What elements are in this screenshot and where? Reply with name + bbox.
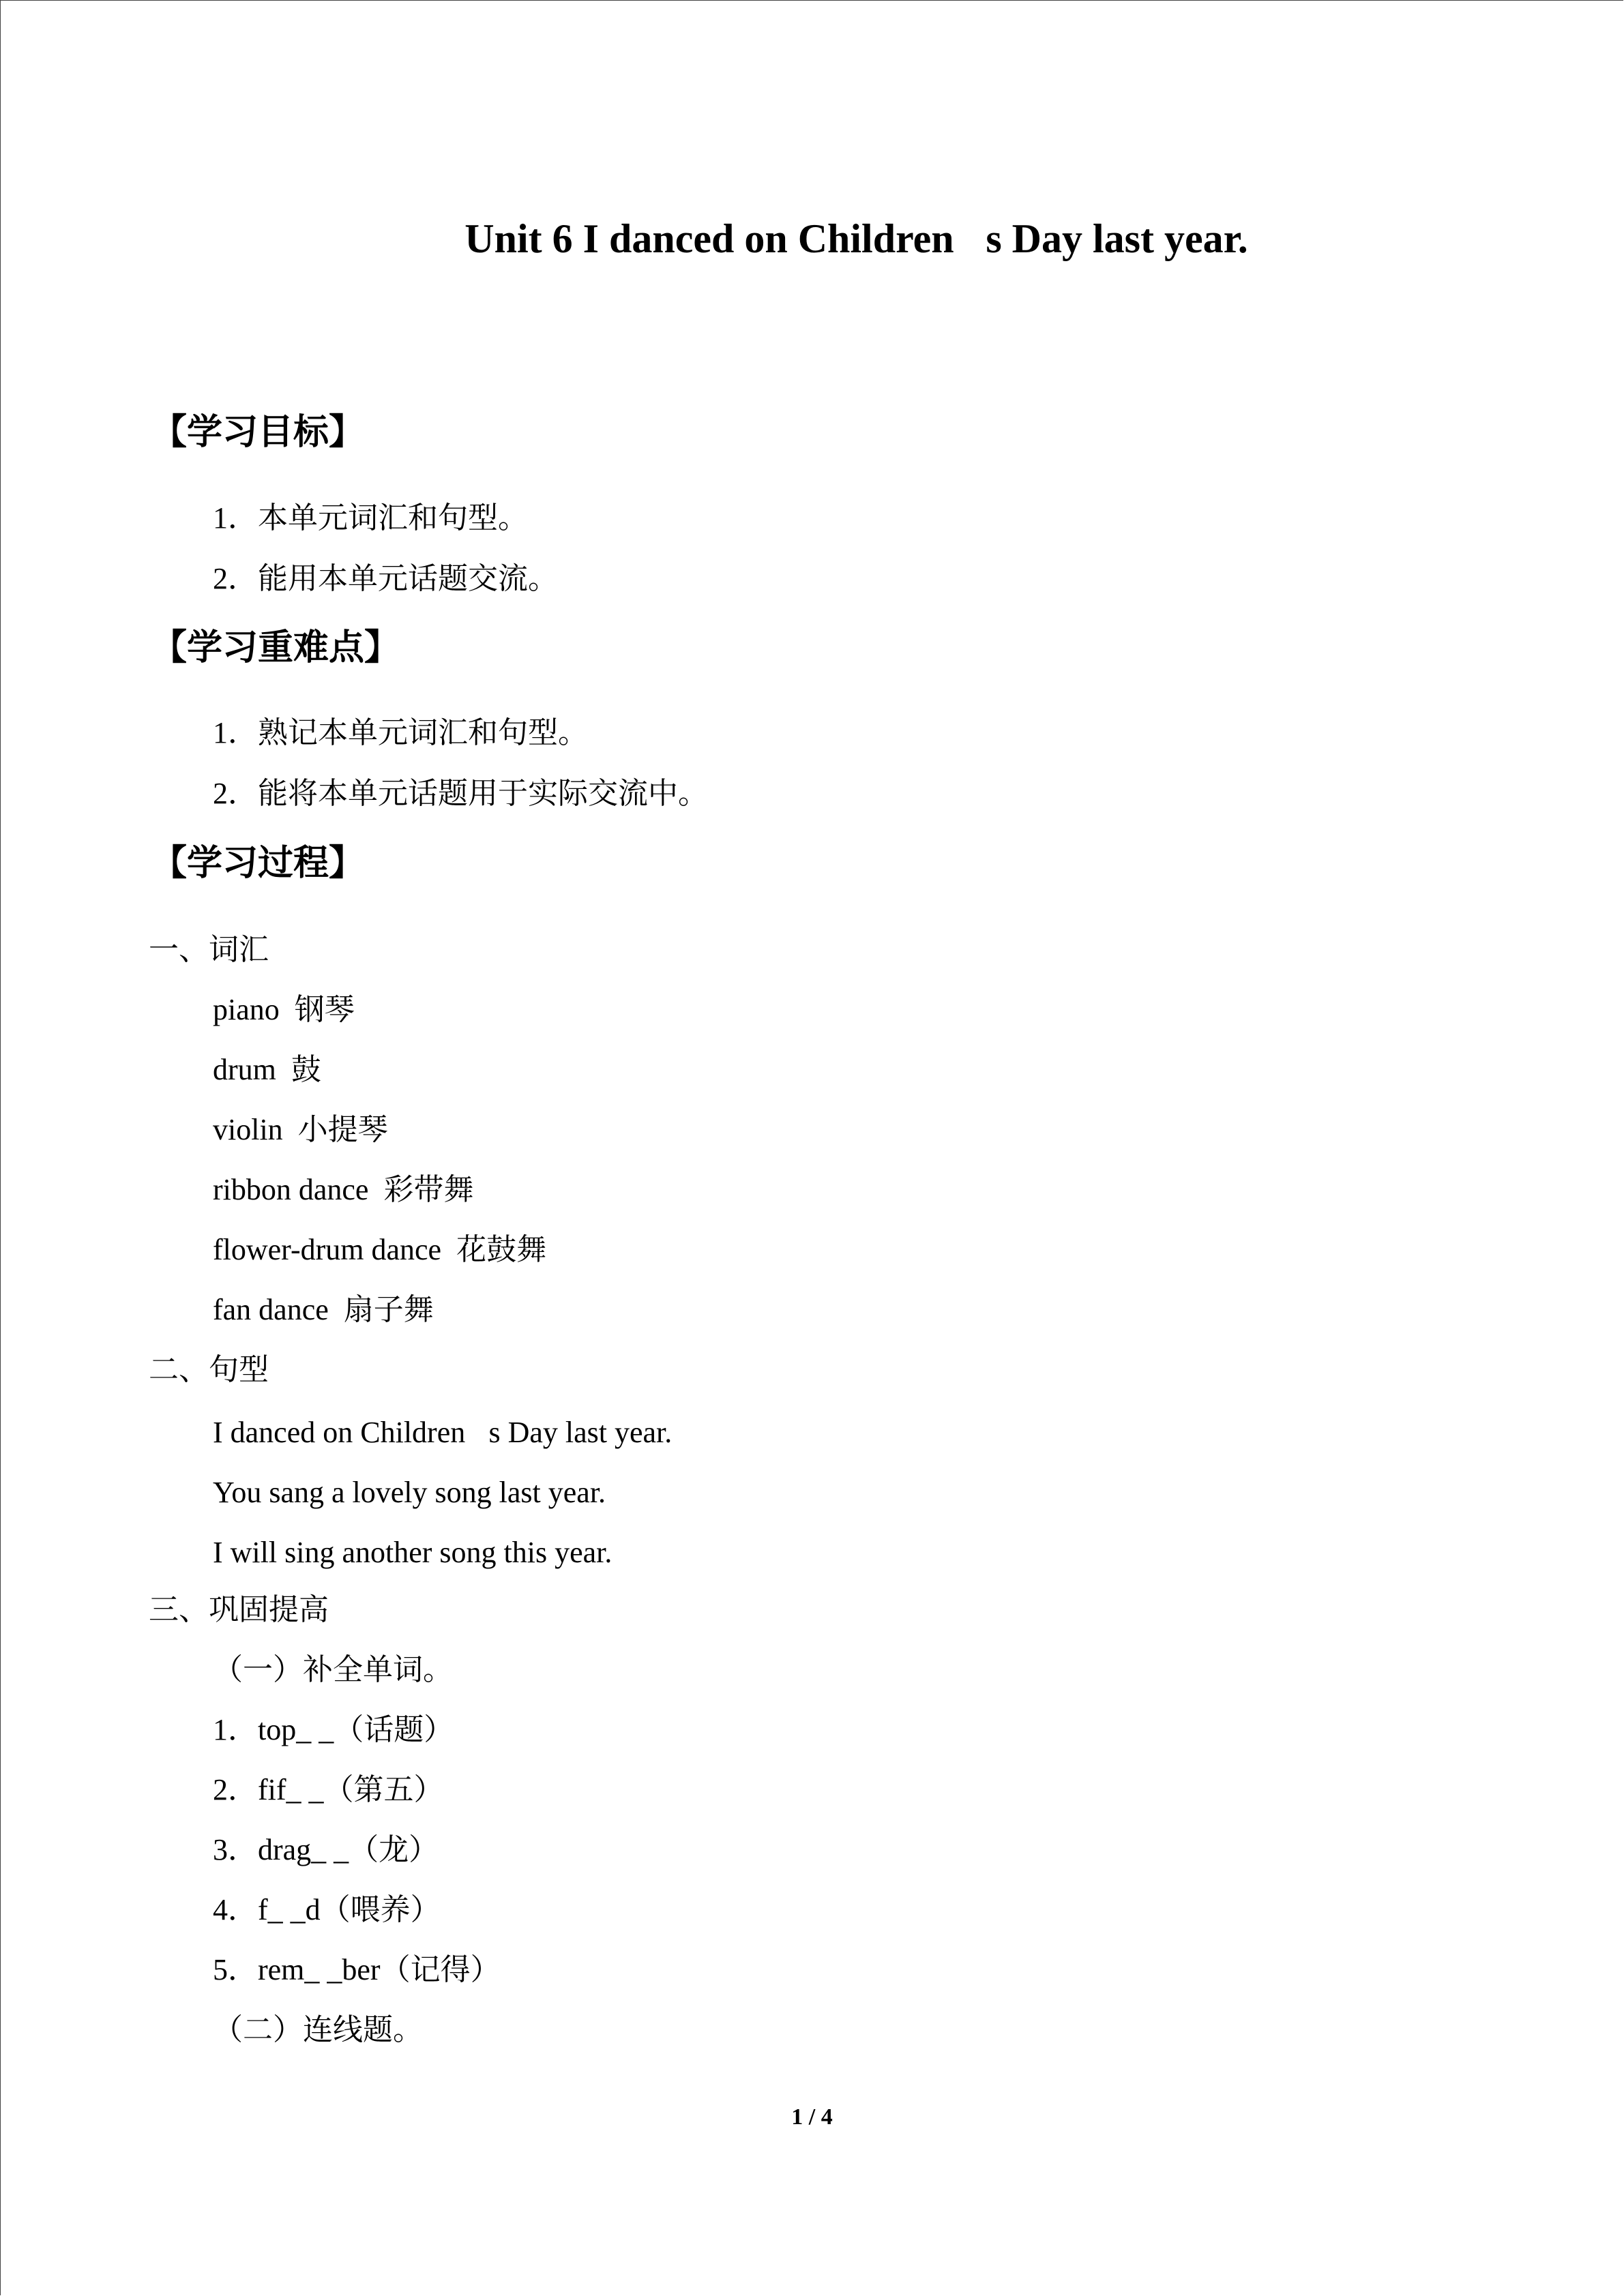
sentence-item: I danced on Children s Day last year.: [213, 1416, 673, 1449]
sentence-item: You sang a lovely song last year.: [213, 1476, 606, 1509]
key-points-item-2: 2．能将本单元话题用于实际交流中。: [213, 777, 708, 810]
fill-blank-item: 4．f_ _d（喂养）: [213, 1893, 441, 1926]
vocab-heading: 一、词汇: [149, 933, 269, 966]
document-title: Unit 6 I danced on Children s Day last year.: [464, 216, 1248, 261]
process-heading: 【学习过程】: [151, 843, 365, 884]
fill-blank-item: 1．top_ _（话题）: [213, 1713, 454, 1746]
fill-blank-item: 3．drag_ _（龙）: [213, 1833, 439, 1866]
vocab-item: drum 鼓: [213, 1053, 321, 1086]
practice-part2-heading: （二）连线题。: [213, 2013, 423, 2046]
vocab-item: fan dance 扇子舞: [213, 1293, 434, 1326]
practice-heading: 三、巩固提高: [149, 1593, 329, 1626]
key-points-heading: 【学习重难点】: [151, 627, 400, 668]
vocab-item: piano 钢琴: [213, 993, 355, 1026]
goals-heading: 【学习目标】: [151, 412, 365, 453]
key-points-item-1: 1．熟记本单元词汇和句型。: [213, 716, 588, 749]
fill-blank-item: 5．rem_ _ber（记得）: [213, 1953, 501, 1986]
goals-item-1: 1．本单元词汇和句型。: [213, 501, 528, 535]
fill-blank-item: 2．fif_ _（第五）: [213, 1773, 444, 1806]
sentence-item: I will sing another song this year.: [213, 1536, 612, 1569]
vocab-item: violin 小提琴: [213, 1113, 388, 1146]
goals-item-2: 2．能用本单元话题交流。: [213, 562, 558, 595]
page-number: 1 / 4: [791, 2104, 833, 2130]
practice-part1-heading: （一）补全单词。: [213, 1653, 453, 1686]
vocab-item: ribbon dance 彩带舞: [213, 1173, 474, 1206]
sentences-heading: 二、句型: [149, 1353, 269, 1386]
vocab-item: flower-drum dance 花鼓舞: [213, 1233, 547, 1266]
